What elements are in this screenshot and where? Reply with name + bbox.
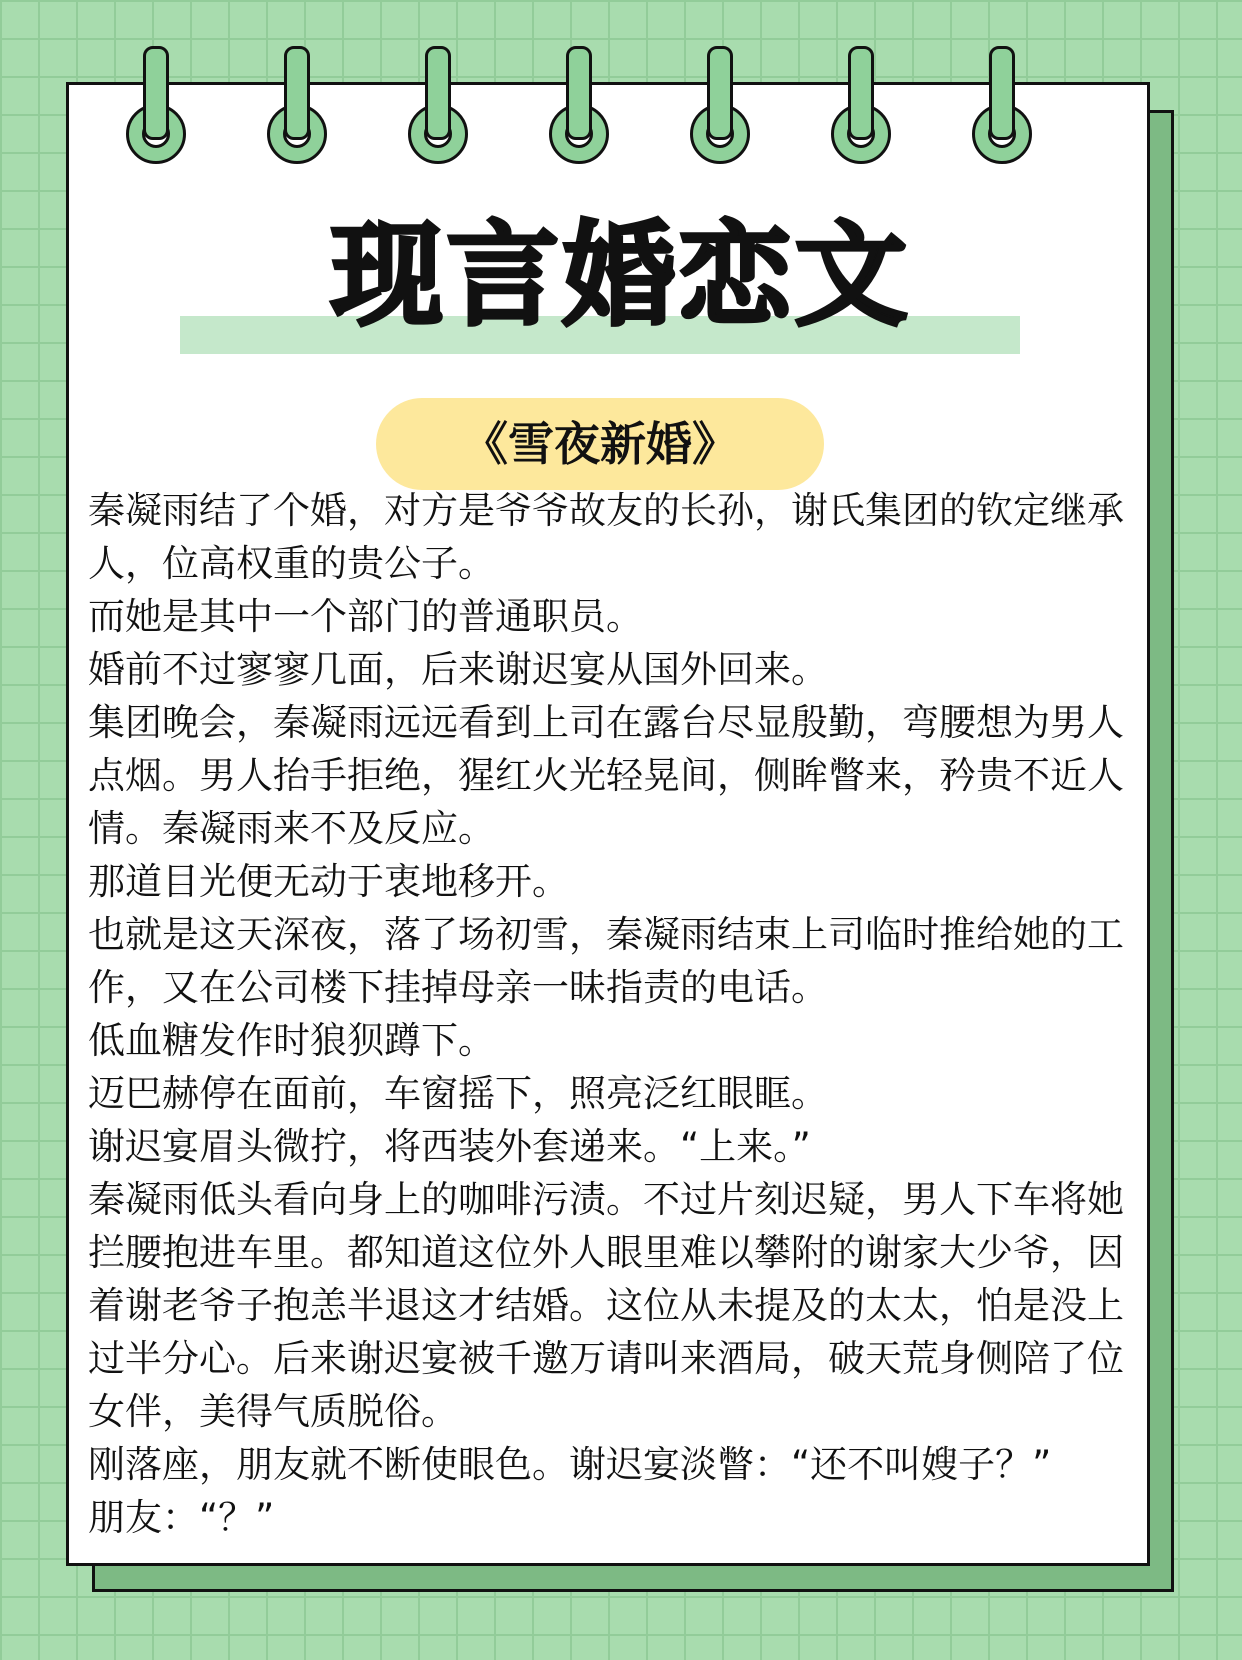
paragraph: 迈巴赫停在面前，车窗摇下，照亮泛红眼眶。 (88, 1072, 828, 1115)
paragraph: 刚落座，朋友就不断使眼色。谢迟宴淡瞥：“还不叫嫂子？” (88, 1443, 1052, 1486)
binder-ring-icon (688, 46, 750, 166)
book-title: 《雪夜新婚》 (462, 417, 738, 471)
paragraph: 秦凝雨低头看向身上的咖啡污渍。不过片刻迟疑，男人下车将她拦腰抱进车里。都知道这位外人眼里难以攀附的谢家大少爷，因着谢老爷子抱恙半退这才结婚。这位从未提及的太太，怕是没上过半分心。后来谢迟宴被千邀万请叫来酒局，破天荒身侧陪了位女伴，美得气质脱俗。 (88, 1178, 1124, 1433)
paragraph: 婚前不过寥寥几面，后来谢迟宴从国外回来。 (88, 648, 828, 691)
binder-ring-icon (970, 46, 1032, 166)
paragraph: 朋友：“？” (88, 1496, 275, 1539)
synopsis-text (88, 484, 1128, 1544)
paragraph: 而她是其中一个部门的普通职员。 (88, 595, 643, 638)
paragraph: 也就是这天深夜，落了场初雪，秦凝雨结束上司临时推给她的工作，又在公司楼下挂掉母亲一昧指责的电话。 (88, 913, 1124, 1009)
binder-ring-icon (124, 46, 186, 166)
binder-ring-icon (829, 46, 891, 166)
paragraph: 秦凝雨结了个婚，对方是爷爷故友的长孙，谢氏集团的钦定继承人，位高权重的贵公子。 (88, 489, 1124, 585)
paragraph: 谢迟宴眉头微拧，将西装外套递来。“上来。” (88, 1125, 811, 1168)
paragraph: 低血糖发作时狼狈蹲下。 (88, 1019, 495, 1062)
paragraph: 那道目光便无动于衷地移开。 (88, 860, 569, 903)
binder-ring-icon (406, 46, 468, 166)
page-title: 现言婚恋文 (331, 211, 911, 341)
binder-ring-icon (547, 46, 609, 166)
binder-ring-icon (265, 46, 327, 166)
paragraph: 集团晚会，秦凝雨远远看到上司在露台尽显殷勤，弯腰想为男人点烟。男人抬手拒绝，猩红火光轻晃间，侧眸瞥来，矜贵不近人情。秦凝雨来不及反应。 (88, 701, 1124, 850)
